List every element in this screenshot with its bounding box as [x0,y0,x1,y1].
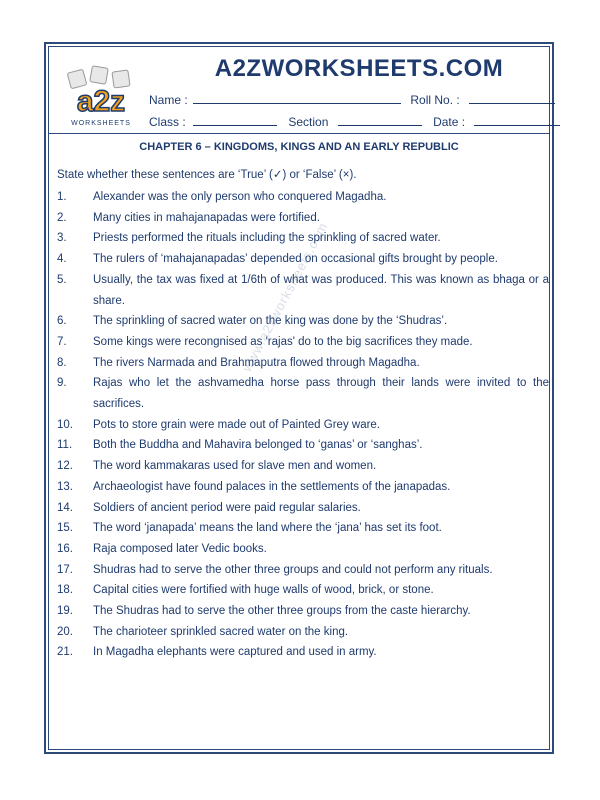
name-blank[interactable] [193,103,401,104]
question-item [57,353,549,374]
question-item [57,270,549,311]
worksheet-frame [44,42,554,754]
question-number: 13. [57,480,73,493]
question-number: 15. [57,522,73,535]
question-text: The word ‘janapada’ means the land where the ‘jana’ has set its foot. [93,522,442,535]
question-item [57,580,549,601]
question-text: In Magadha elephants were captured and used in army. [93,646,377,659]
date-blank[interactable] [474,125,560,126]
question-number: 11. [57,439,73,452]
class-label: Class : [149,115,186,129]
section-label: Section [288,115,329,129]
question-item [57,622,549,643]
question-text: Both the Buddha and Mahavira belonged to ‘ganas’ or ‘sanghas’. [93,439,423,452]
question-text: The word kammakaras used for slave men and women. [93,460,377,473]
question-number: 9. [57,377,67,390]
question-text: Alexander was the only person who conquered Magadha. [93,191,387,203]
question-text: Many cities in mahajanapadas were fortified. [93,211,320,224]
question-item [57,560,549,581]
question-item [57,373,549,414]
question-text: Shudras had to serve the other three groups and could not perform any rituals. [93,563,493,576]
question-number: 3. [57,232,67,245]
question-item [57,435,549,456]
question-text: Archaeologist have found palaces in the settlements of the janapadas. [93,480,451,493]
name-label: Name : [149,93,188,107]
question-text: The Shudras had to serve the other three groups from the caste hierarchy. [93,605,471,618]
watermark-text: www.a2zworksheets.com [239,219,331,375]
roll-label: Roll No. : [410,93,460,107]
question-text: The sprinkling of sacred water on the king was done by the ‘Shudras’. [93,315,448,328]
question-item [57,477,549,498]
question-number: 20. [57,625,73,638]
chapter-title: CHAPTER 6 – KINGDOMS, KINGS AND AN EARLY REPUBLIC [139,141,459,153]
question-item [57,208,549,229]
question-number: 17. [57,563,73,576]
question-number: 1. [57,191,67,203]
question-item [57,456,549,477]
question-item [57,311,549,332]
a2z-logo [61,65,141,129]
question-number: 19. [57,605,73,618]
class-blank[interactable] [193,125,277,126]
worksheet-inner-border [48,46,550,750]
question-number: 21. [57,646,73,659]
question-item [57,187,549,208]
question-item [57,498,549,519]
class-section-date-row [149,115,560,129]
question-text: Capital cities were fortified with huge walls of wood, brick, or stone. [93,584,434,597]
question-item [57,601,549,622]
question-number: 5. [57,273,67,286]
roll-blank[interactable] [469,103,555,104]
logo-text: a2z [76,85,126,118]
logo-subtext: WORKSHEETS [71,120,131,127]
instruction: State whether these sentences are ‘True’ (✓) or ‘False’ (×). [57,169,357,181]
question-item [57,415,549,436]
question-text: Usually, the tax was fixed at 1/6th of what was produced. This was known as bhaga or a share. [93,273,549,307]
question-number: 2. [57,211,67,224]
question-text: The rulers of ‘mahajanapadas’ depended on occasional gifts brought by people. [93,253,498,266]
question-item [57,642,549,663]
section-blank[interactable] [338,125,422,126]
question-item [57,518,549,539]
question-number: 12. [57,460,73,473]
question-number: 16. [57,542,73,555]
question-text: Pots to store grain were made out of Painted Grey ware. [93,418,381,431]
question-text: Soldiers of ancient period were paid regular salaries. [93,501,361,514]
question-text: The rivers Narmada and Brahmaputra flowed through Magadha. [93,356,420,369]
question-text: The charioteer sprinkled sacred water on the king. [93,625,349,638]
question-number: 7. [57,335,67,348]
date-label: Date : [433,115,466,129]
question-number: 4. [57,253,67,266]
question-number: 10. [57,418,73,431]
question-number: 6. [57,315,67,328]
question-item [57,539,549,560]
question-text: Raja composed later Vedic books. [93,542,267,555]
worksheet-header [49,47,549,134]
question-item [57,228,549,249]
question-number: 8. [57,356,67,369]
name-roll-row [149,93,555,107]
question-item [57,249,549,270]
question-item [57,332,549,353]
question-number: 18. [57,584,73,597]
question-list [57,187,549,663]
question-text: Rajas who let the ashvamedha horse pass through their lands were invited to the sacrifices. [93,377,549,411]
site-title: A2ZWORKSHEETS.COM [214,55,504,82]
question-text: Priests performed the rituals including the sprinkling of sacred water. [93,232,441,245]
question-text: Some kings were recongnised as 'rajas' do to the big sacrifices they made. [93,335,473,348]
question-number: 14. [57,501,73,514]
